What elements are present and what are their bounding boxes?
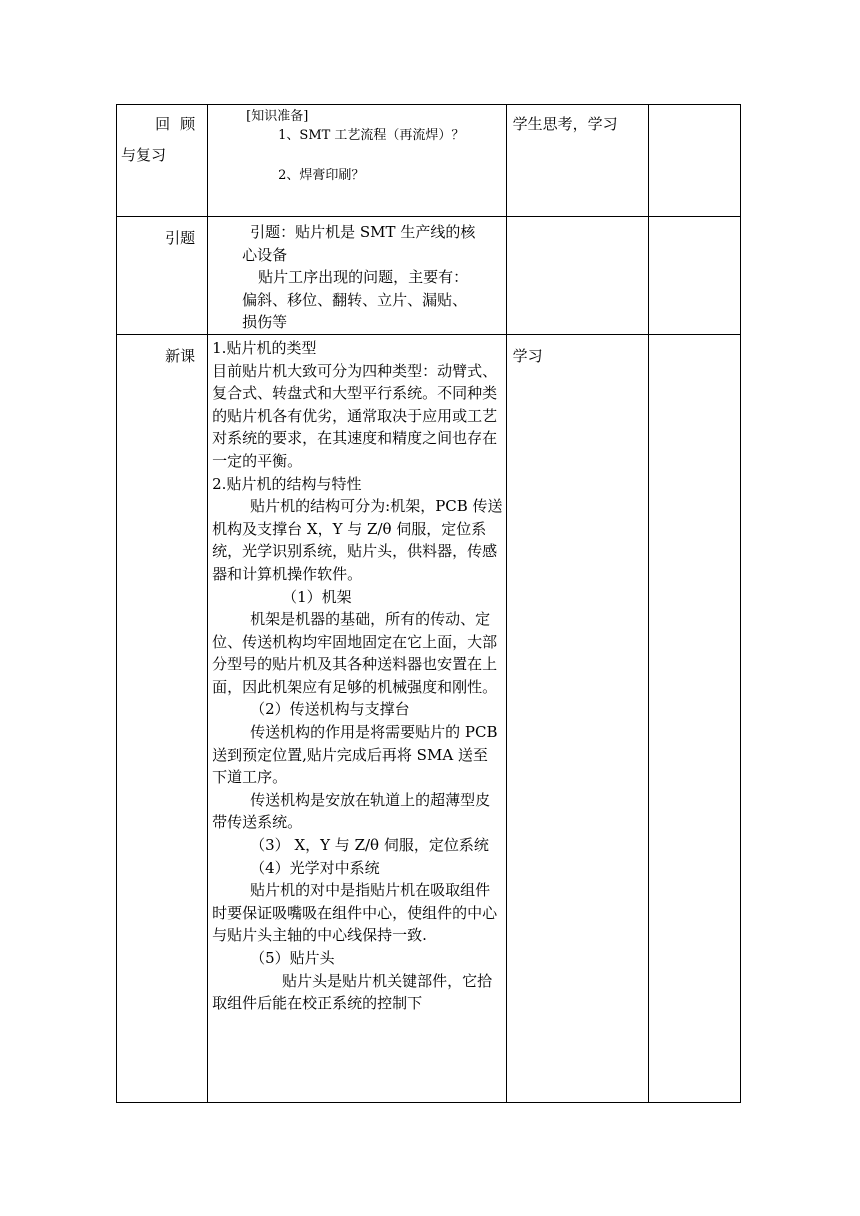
intro-section-label: 引题 (165, 229, 196, 247)
lesson-section-cell (117, 334, 208, 1102)
review-student-activity: 学生思考，学习 (512, 115, 618, 133)
lesson-student-activity: 学习 (512, 346, 543, 365)
review-question-1: 1、SMT 工艺流程（再流焊）？ (278, 128, 465, 143)
lesson-row (117, 334, 741, 1102)
lesson-paragraph: 目前贴片机大致可分为四种类型：动臂式、复合式、转盘式和大型平行系统。不同种类的贴片机各有优劣，通常取决于应用或工艺对系统的要求，在其速度和精度之间也存在一定的平衡。 (212, 361, 498, 470)
review-section-label-line1: 回顾 (155, 115, 206, 133)
lesson-paragraph: 机架是机器的基础，所有的传动、定位、传送机构均牢固地固定在它上面，大部分型号的贴片机及其各种送料器也安置在上面，因此机架应有足够的机械强度和刚性。 (212, 610, 498, 696)
review-student-cell (506, 105, 648, 217)
intro-line-4: 偏斜、移位、翻转、立片、漏贴、 (242, 290, 468, 309)
review-content-cell (208, 105, 506, 217)
lesson-plan-table (116, 104, 741, 1103)
review-section-cell (117, 105, 208, 217)
review-question-2: 2、焊膏印刷？ (278, 168, 365, 183)
intro-section-cell (117, 217, 208, 335)
lesson-content-cell (208, 334, 506, 1102)
review-section-label-line2: 与复习 (121, 145, 167, 164)
intro-line-3: 贴片工序出现的问题，主要有： (258, 268, 469, 287)
intro-line-5: 损伤等 (242, 313, 288, 332)
intro-student-cell (506, 217, 648, 335)
lesson-paragraph: 贴片机的结构可分为:机架，PCB 传送机构及支撑台 X，Y 与 Z/θ 伺服，定位系统，光学识别系统，贴片头，供料器，传感器和计算机操作软件。 (212, 497, 503, 583)
lesson-paragraph: 贴片机的对中是指贴片机在吸取组件时要保证吸嘴吸在组件中心，使组件的中心与贴片头主轴的中心线保持一致. (212, 881, 498, 945)
lesson-subheading-servo: （3） X，Y 与 Z/θ 伺服，定位系统 (250, 836, 489, 855)
review-row (117, 105, 741, 217)
intro-content-cell (208, 217, 506, 335)
lesson-paragraph: 传送机构是安放在轨道上的超薄型皮带传送系统。 (212, 790, 491, 832)
intro-notes-cell (648, 217, 740, 335)
intro-row (117, 217, 741, 335)
lesson-heading-structure: 2.贴片机的结构与特性 (212, 474, 362, 493)
lesson-heading-types: 1.贴片机的类型 (212, 338, 317, 357)
lesson-student-cell (506, 334, 648, 1102)
intro-line-2: 心设备 (242, 245, 288, 264)
lesson-paragraph: 贴片头是贴片机关键部件，它拾取组件后能在校正系统的控制下 (212, 971, 493, 1013)
lesson-notes-cell (648, 334, 740, 1102)
lesson-subheading-head: （5）贴片头 (250, 949, 335, 967)
lesson-section-label: 新课 (165, 346, 196, 365)
review-notes-cell (648, 105, 740, 217)
lesson-paragraph: 传送机构的作用是将需要贴片的 PCB 送到预定位置,贴片完成后再将 SMA 送至下道工序。 (212, 723, 498, 787)
lesson-subheading-transport: （2）传送机构与支撑台 (250, 700, 410, 719)
lesson-subheading-frame: （1）机架 (282, 587, 352, 606)
intro-line-1: 引题：贴片机是 SMT 生产线的核 (250, 223, 476, 241)
knowledge-tag: [知识准备] (246, 109, 309, 124)
lesson-subheading-optical: （4）光学对中系统 (250, 858, 380, 877)
